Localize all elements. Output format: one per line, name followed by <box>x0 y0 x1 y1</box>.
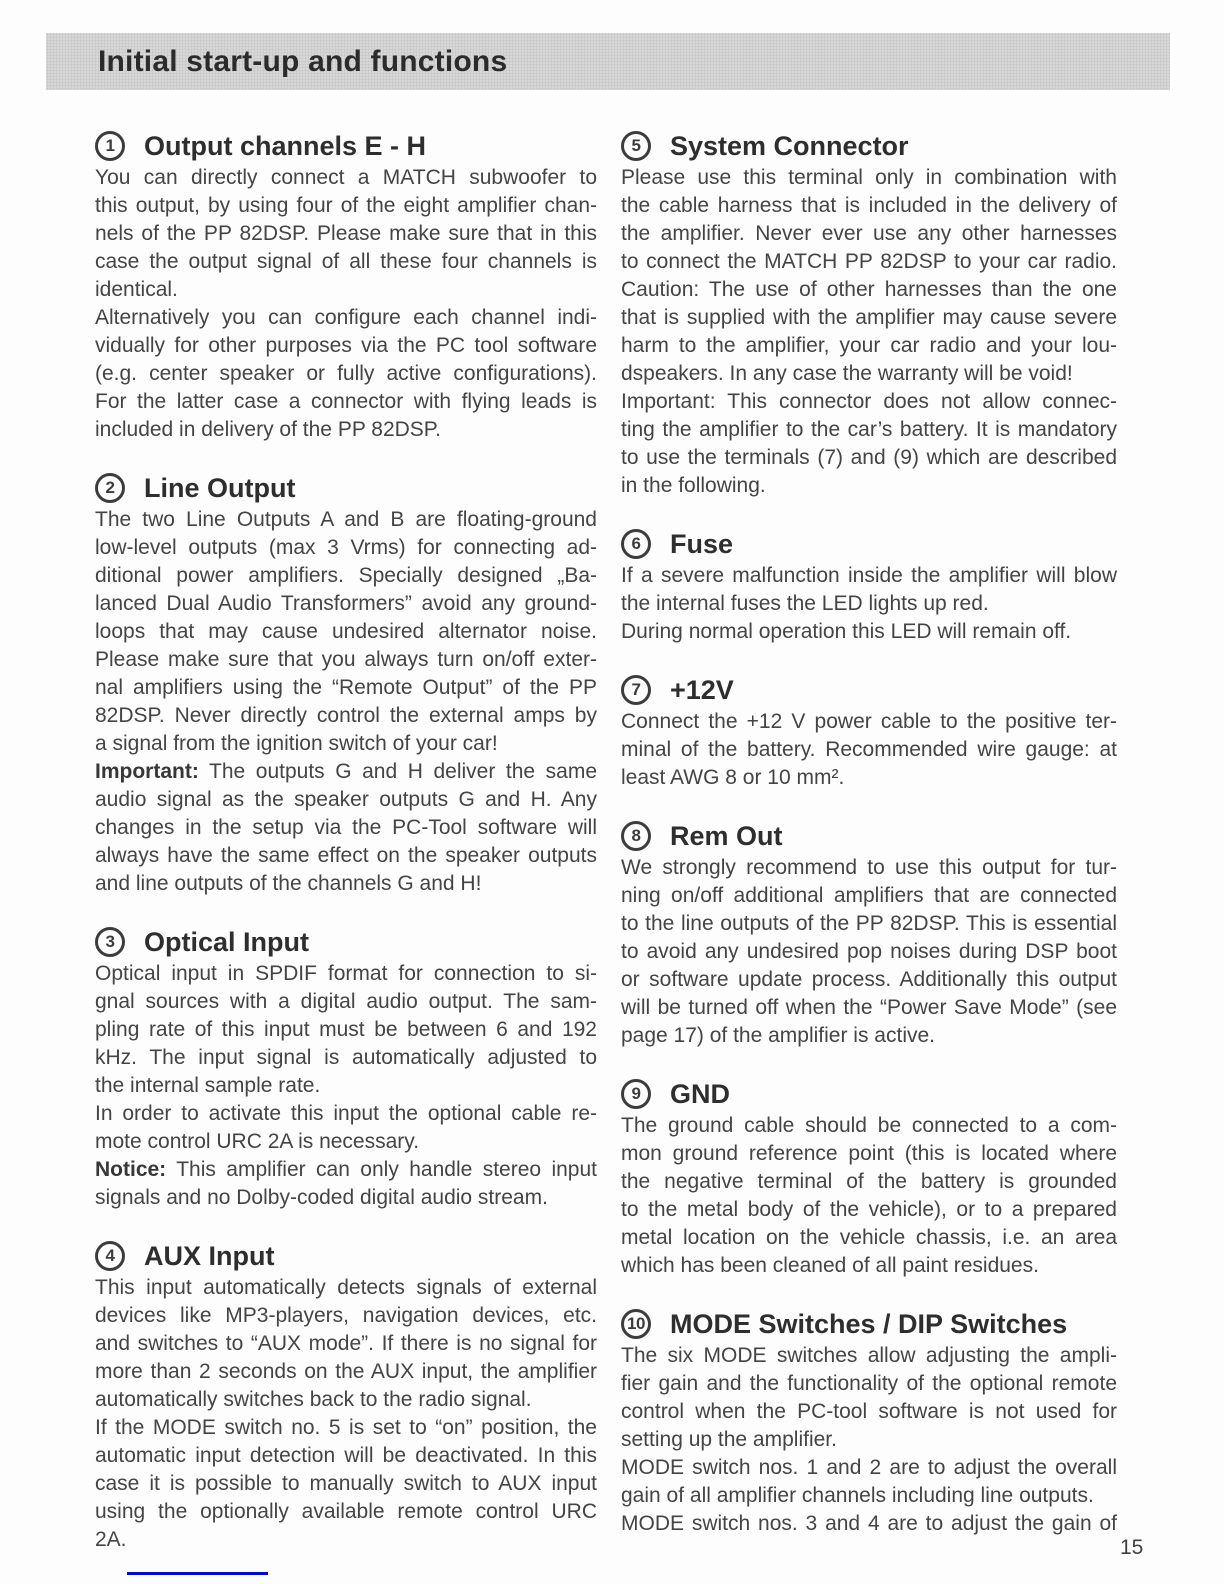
text-line: automatic input detection will be deactivated. In this <box>95 1444 597 1467</box>
text-line: harm to the amplifier, your car radio and your lou- <box>621 334 1117 357</box>
paragraph <box>95 1100 597 1156</box>
section-title: GND <box>670 1078 730 1109</box>
text-line: The six MODE switches allow adjusting the ampli- <box>621 1344 1117 1367</box>
text-line: that is supplied with the amplifier may cause severe <box>621 306 1117 329</box>
section-1 <box>95 128 597 444</box>
text-line: to the line outputs of the PP 82DSP. This is essential <box>621 912 1117 935</box>
text-line: Important: The outputs G and H deliver the same <box>95 760 597 783</box>
section-title: Rem Out <box>670 820 783 851</box>
paragraph <box>621 164 1117 388</box>
text-line: This input automatically detects signals of external <box>95 1276 597 1299</box>
text-line: loops that may cause undesired alternator noise. <box>95 620 597 643</box>
section-heading <box>95 128 597 164</box>
paragraph <box>95 506 597 758</box>
section-number-badge: 3 <box>95 927 125 957</box>
text-line: to use the terminals (7) and (9) which are described <box>621 446 1117 469</box>
paragraph <box>621 1454 1117 1510</box>
text-line: setting up the amplifier. <box>621 1428 837 1451</box>
paragraph <box>621 1342 1117 1454</box>
text-line: vidually for other purposes via the PC tool software <box>95 334 597 357</box>
section-2 <box>95 470 597 898</box>
text-line: 2A. <box>95 1528 127 1551</box>
text-line: the negative terminal of the battery is grounded <box>621 1170 1117 1193</box>
text-line: Please use this terminal only in combination with <box>621 166 1117 189</box>
text-line: and line outputs of the channels G and H! <box>95 872 482 895</box>
text-line: The two Line Outputs A and B are floating-ground <box>95 508 597 531</box>
paragraph <box>621 854 1117 1050</box>
text-line: MODE switch nos. 1 and 2 are to adjust the overall <box>621 1456 1117 1479</box>
paragraph <box>95 164 597 304</box>
section-title: AUX Input <box>144 1240 275 1271</box>
text-line: audio signal as the speaker outputs G and H. Any <box>95 788 597 811</box>
section-number-badge: 8 <box>621 821 651 851</box>
text-line: using the optionally available remote control URC <box>95 1500 597 1523</box>
text-line: For the latter case a connector with flying leads is <box>95 390 597 413</box>
text-line: included in delivery of the PP 82DSP. <box>95 418 441 441</box>
section-number-badge: 5 <box>621 131 651 161</box>
text-line: mote control URC 2A is necessary. <box>95 1130 420 1153</box>
section-title: Line Output <box>144 472 296 503</box>
paragraph <box>95 1274 597 1414</box>
left-column <box>95 128 597 1554</box>
text-line: We strongly recommend to use this output for tur- <box>621 856 1117 879</box>
section-title: Output channels E - H <box>144 130 427 161</box>
section-heading <box>621 1076 1117 1112</box>
text-line: Optical input in SPDIF format for connection to si- <box>95 962 597 985</box>
text-line: Alternatively you can configure each channel indi- <box>95 306 597 329</box>
text-line: low-level outputs (max 3 Vrms) for connecting ad- <box>95 536 597 559</box>
paragraph <box>95 758 597 898</box>
text-line: Please make sure that you always turn on/off exter- <box>95 648 597 671</box>
paragraph <box>621 1112 1117 1280</box>
section-number-badge: 7 <box>621 675 651 705</box>
section-heading <box>95 1238 597 1274</box>
section-number-badge: 2 <box>95 473 125 503</box>
text-line: During normal operation this LED will remain off. <box>621 620 1072 643</box>
text-line: kHz. The input signal is automatically adjusted to <box>95 1046 597 1069</box>
section-number-badge: 6 <box>621 529 651 559</box>
section-title: MODE Switches / DIP Switches <box>670 1308 1068 1339</box>
section-8 <box>621 818 1117 1050</box>
paragraph <box>621 562 1117 618</box>
text-line: automatically switches back to the radio signal. <box>95 1388 532 1411</box>
paragraph <box>621 388 1117 500</box>
text-line: signals and no Dolby-coded digital audio stream. <box>95 1186 548 1209</box>
text-line: more than 2 seconds on the AUX input, the amplifier <box>95 1360 597 1383</box>
paragraph <box>95 1156 597 1212</box>
text-line: In order to activate this input the optional cable re- <box>95 1102 597 1125</box>
section-10 <box>621 1306 1117 1538</box>
text-line: identical. <box>95 278 178 301</box>
text-line: You can directly connect a MATCH subwoofer to <box>95 166 597 189</box>
text-line: to the metal body of the vehicle), or to a prepared <box>621 1198 1117 1221</box>
section-3 <box>95 924 597 1212</box>
text-line: If a severe malfunction inside the amplifier will blow <box>621 564 1117 587</box>
text-line: If the MODE switch no. 5 is set to “on” position, the <box>95 1416 597 1439</box>
text-line: the cable harness that is included in the delivery of <box>621 194 1117 217</box>
text-line: and switches to “AUX mode”. If there is no signal for <box>95 1332 597 1355</box>
text-line: case it is possible to manually switch to AUX input <box>95 1472 597 1495</box>
section-heading <box>621 672 1117 708</box>
text-line: the internal sample rate. <box>95 1074 321 1097</box>
text-line: this output, by using four of the eight amplifier chan- <box>95 194 597 217</box>
section-heading <box>95 470 597 506</box>
text-line: which has been cleaned of all paint residues. <box>621 1254 1039 1277</box>
section-5 <box>621 128 1117 500</box>
section-heading <box>621 128 1117 164</box>
text-line: the amplifier. Never ever use any other harnesses <box>621 222 1117 245</box>
section-title: Optical Input <box>144 926 309 957</box>
text-line: gain of all amplifier channels including line outputs. <box>621 1484 1094 1507</box>
text-line: ting the amplifier to the car’s battery. It is mandatory <box>621 418 1117 441</box>
text-line: fier gain and the functionality of the optional remote <box>621 1372 1117 1395</box>
section-heading <box>621 818 1117 854</box>
paragraph <box>95 960 597 1100</box>
right-column <box>621 128 1117 1538</box>
text-line: 82DSP. Never directly control the external amps by <box>95 704 597 727</box>
section-4 <box>95 1238 597 1554</box>
paragraph <box>621 1510 1117 1538</box>
text-line: nels of the PP 82DSP. Please make sure that in this <box>95 222 597 245</box>
text-line: dspeakers. In any case the warranty will be void! <box>621 362 1073 385</box>
paragraph <box>95 304 597 444</box>
text-line: lanced Dual Audio Transformers” avoid any ground- <box>95 592 597 615</box>
text-line: gnal sources with a digital audio output. The sam- <box>95 990 597 1013</box>
text-line: the internal fuses the LED lights up red. <box>621 592 989 615</box>
text-line: The ground cable should be connected to a com- <box>621 1114 1117 1137</box>
text-line: devices like MP3-players, navigation devices, etc. <box>95 1304 597 1327</box>
section-number-badge: 4 <box>95 1241 125 1271</box>
section-heading <box>621 526 1117 562</box>
paragraph <box>95 1414 597 1554</box>
text-line: ditional power amplifiers. Specially designed „Ba- <box>95 564 597 587</box>
text-line: mon ground reference point (this is located where <box>621 1142 1117 1165</box>
text-line: or software update process. Additionally this output <box>621 968 1117 991</box>
section-9 <box>621 1076 1117 1280</box>
page-number: 15 <box>1120 1536 1144 1559</box>
text-line: ning on/off additional amplifiers that are connected <box>621 884 1117 907</box>
text-line: Connect the +12 V power cable to the positive ter- <box>621 710 1117 733</box>
text-line: in the following. <box>621 474 766 497</box>
text-line: case the output signal of all these four channels is <box>95 250 597 273</box>
section-6 <box>621 526 1117 646</box>
text-line: least AWG 8 or 10 mm². <box>621 766 845 789</box>
text-line: to avoid any undesired pop noises during DSP boot <box>621 940 1117 963</box>
page-header-title: Initial start-up and functions <box>98 44 508 78</box>
section-7 <box>621 672 1117 792</box>
text-line: Important: This connector does not allow connec- <box>621 390 1117 413</box>
section-number-badge: 1 <box>95 131 125 161</box>
paragraph <box>621 708 1117 792</box>
text-line: to connect the MATCH PP 82DSP to your car radio. <box>621 250 1117 273</box>
section-heading <box>621 1306 1117 1342</box>
section-title: System Connector <box>670 130 909 161</box>
link-underline-mark <box>127 1572 268 1575</box>
section-number-badge: 10 <box>621 1309 651 1339</box>
text-line: page 17) of the amplifier is active. <box>621 1024 935 1047</box>
section-title: Fuse <box>670 528 734 559</box>
section-title: +12V <box>670 674 734 705</box>
text-line: Caution: The use of other harnesses than the one <box>621 278 1117 301</box>
text-line: MODE switch nos. 3 and 4 are to adjust the gain of <box>621 1512 1117 1535</box>
text-line: minal of the battery. Recommended wire gauge: at <box>621 738 1117 761</box>
text-line: always have the same effect on the speaker outputs <box>95 844 597 867</box>
section-number-badge: 9 <box>621 1079 651 1109</box>
text-line: Notice: This amplifier can only handle stereo input <box>95 1158 597 1181</box>
text-line: control when the PC-tool software is not used for <box>621 1400 1117 1423</box>
text-line: a signal from the ignition switch of your car! <box>95 732 498 755</box>
text-line: (e.g. center speaker or fully active configurations). <box>95 362 597 385</box>
text-line: nal amplifiers using the “Remote Output” of the PP <box>95 676 597 699</box>
page-header-bar <box>46 33 1170 90</box>
paragraph <box>621 618 1117 646</box>
text-line: will be turned off when the “Power Save Mode” (see <box>621 996 1117 1019</box>
text-line: metal location on the vehicle chassis, i.e. an area <box>621 1226 1117 1249</box>
text-line: changes in the setup via the PC-Tool software will <box>95 816 597 839</box>
text-line: pling rate of this input must be between 6 and 192 <box>95 1018 597 1041</box>
section-heading <box>95 924 597 960</box>
